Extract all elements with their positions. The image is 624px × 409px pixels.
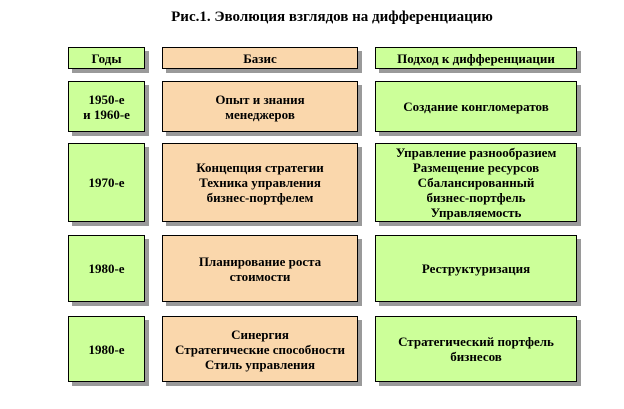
row1-approach: Создание конгломератов [375, 81, 577, 132]
row4-approach: Стратегический портфель бизнесов [375, 316, 577, 382]
row2-years: 1970-е [68, 143, 145, 222]
header-basis: Базис [162, 47, 358, 69]
header-years: Годы [68, 47, 145, 69]
row4-basis: Синергия Стратегические способности Стиль управления [162, 316, 358, 382]
row3-years: 1980-е [68, 235, 145, 302]
row1-years: 1950-е и 1960-е [68, 81, 145, 132]
figure-title: Рис.1. Эволюция взглядов на дифференциацию [171, 9, 493, 25]
row3-basis: Планирование роста стоимости [162, 235, 358, 302]
row2-approach: Управление разнообразием Размещение ресурсов Сбалансированный бизнес-портфель Управляемость [375, 143, 577, 222]
row2-basis: Концепция стратегии Техника управления бизнес-портфелем [162, 143, 358, 222]
row3-approach: Реструктуризация [375, 235, 577, 302]
row4-years: 1980-е [68, 316, 145, 382]
header-approach: Подход к дифференциации [375, 47, 577, 69]
row1-basis: Опыт и знания менеджеров [162, 81, 358, 132]
